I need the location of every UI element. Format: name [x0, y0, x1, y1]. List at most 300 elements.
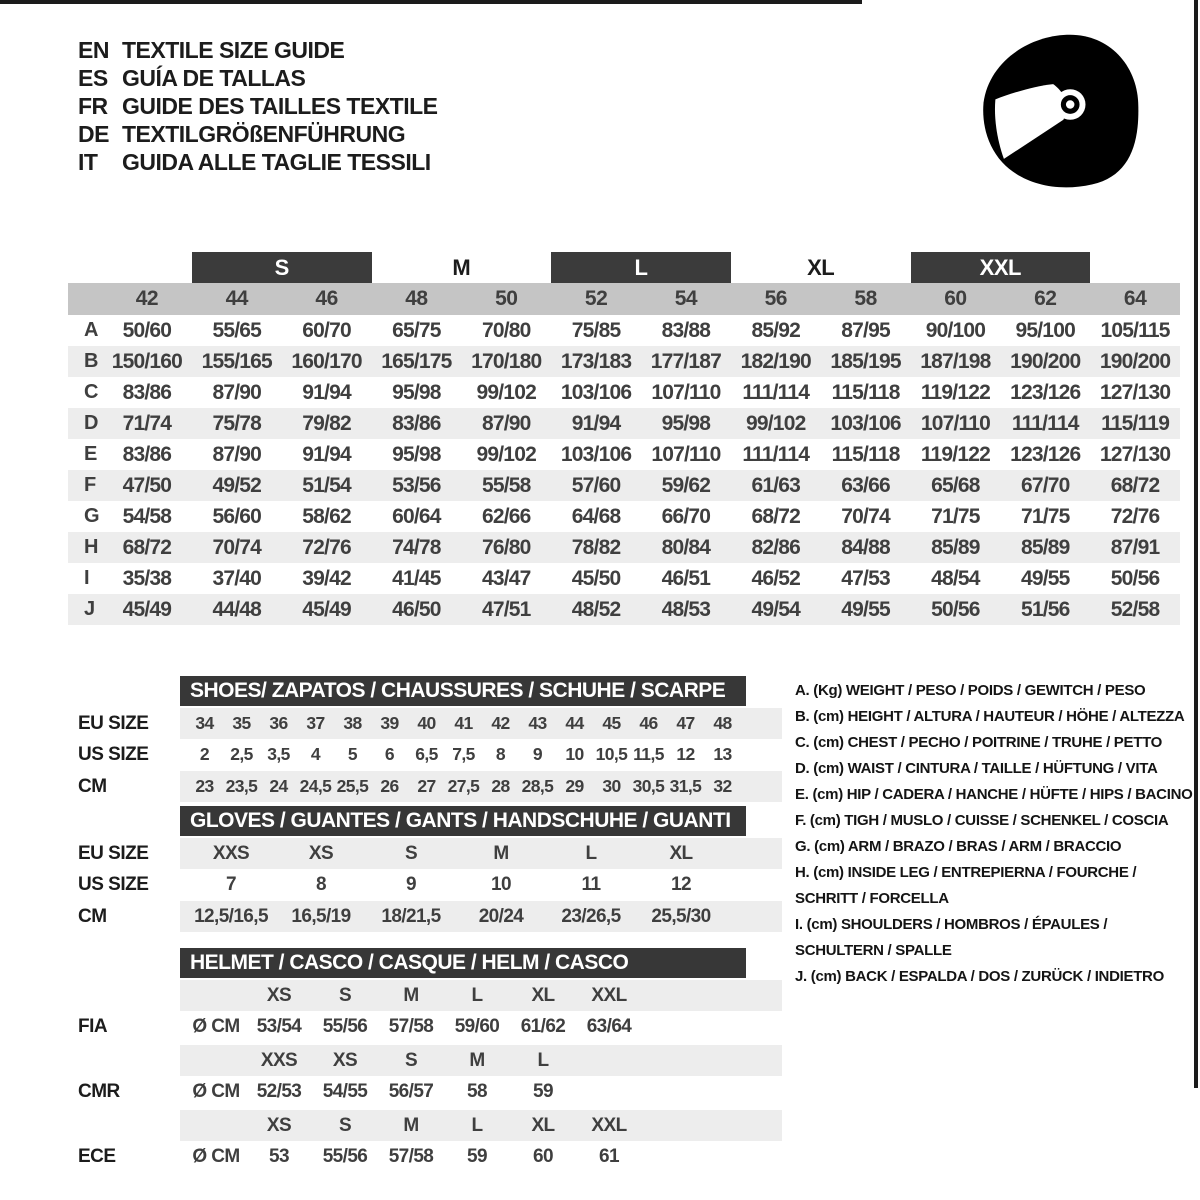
measure-value: 49/55 [1020, 566, 1070, 590]
measure-value: 64/68 [571, 504, 621, 528]
measure-value: 187/198 [920, 349, 991, 373]
measure-value: 54/58 [122, 504, 172, 528]
helmet-size-value: 52/53 [256, 1080, 302, 1102]
row-label: US SIZE [78, 873, 149, 895]
helmet-size-label: XXL [591, 984, 627, 1006]
size-number: 62 [1034, 287, 1057, 310]
measure-value: 103/106 [830, 411, 901, 435]
gloves-section [68, 806, 782, 934]
measure-value: 95/100 [1015, 318, 1075, 342]
helmet-size-label: L [471, 984, 483, 1006]
size-group-l: L [551, 252, 731, 283]
measure-value: 115/119 [1101, 411, 1170, 435]
helmet-value-band [180, 1011, 782, 1042]
helmet-value-row-cmr [68, 1076, 782, 1107]
gloves-size-value: 8 [316, 873, 326, 895]
measure-value: 127/130 [1099, 380, 1171, 404]
measure-value: 150/160 [111, 349, 183, 373]
measure-letter: E [84, 443, 98, 465]
measure-value: 75/85 [571, 318, 621, 342]
measure-value: 71/75 [1020, 504, 1070, 528]
measure-value: 190/200 [1099, 349, 1171, 373]
measure-value: 111/114 [742, 380, 810, 404]
measure-value: 51/56 [1020, 597, 1070, 621]
measure-value: 182/190 [740, 349, 811, 373]
measure-value: 107/110 [651, 380, 721, 404]
size-group-xxl: XXL [911, 252, 1091, 283]
shoes-size-value: 29 [565, 776, 584, 796]
row-label: EU SIZE [78, 712, 149, 734]
shoes-size-value: 30 [602, 776, 621, 796]
measure-value: 87/90 [212, 442, 262, 466]
measure-value: 79/82 [302, 411, 351, 435]
language-code: DE [78, 121, 109, 147]
measure-value: 103/106 [560, 380, 632, 404]
measure-value: 85/92 [751, 318, 801, 342]
helmet-size-value: 60 [533, 1145, 553, 1167]
size-number: 60 [944, 287, 967, 310]
language-title: GUIDE DES TAILLES TEXTILE [122, 93, 438, 119]
measure-value: 76/80 [481, 535, 531, 559]
size-number: 56 [764, 287, 787, 310]
shoes-size-value: 24,5 [299, 776, 332, 796]
helmet-size-label: XXL [591, 1114, 627, 1136]
gloves-size-value: 7 [226, 873, 236, 895]
shoes-size-value: 6 [384, 744, 395, 764]
measure-value: 165/175 [381, 349, 452, 373]
size-number: 46 [315, 287, 338, 310]
helmet-value-band [180, 1141, 782, 1172]
measure-value: 83/86 [122, 442, 172, 466]
measure-value: 52/58 [1110, 597, 1160, 621]
helmet-size-label: XS [266, 1114, 292, 1136]
gloves-size-value: M [493, 842, 509, 864]
measure-value: 177/187 [650, 349, 722, 373]
measure-value: 105/115 [1100, 318, 1170, 342]
measure-letter: A [84, 319, 99, 341]
shoes-size-value: 5 [347, 744, 358, 764]
size-number: 42 [135, 287, 159, 310]
shoes-title: SHOES/ ZAPATOS / CHAUSSURES / SCHUHE / SCARPE [180, 676, 746, 706]
measure-value: 45/49 [122, 597, 172, 621]
gloves-size-value: 16,5/19 [291, 905, 351, 927]
measure-value: 173/183 [560, 349, 632, 373]
size-number: 58 [854, 287, 877, 310]
size-number: 50 [495, 287, 518, 310]
measure-letter: G [84, 505, 100, 527]
gloves-size-value: 23/26,5 [561, 905, 621, 927]
gloves-size-value: XL [669, 842, 693, 864]
shoes-size-value: 10 [565, 744, 584, 764]
standard-label: CMR [78, 1080, 120, 1102]
shoes-size-value: 27,5 [447, 776, 480, 796]
size-group-xl: XL [807, 254, 835, 280]
measure-value: 91/94 [302, 442, 351, 466]
shoes-size-value: 2 [199, 744, 210, 764]
helmet-size-label: M [469, 1049, 485, 1071]
measure-value: 155/165 [201, 349, 272, 373]
measure-value: 115/118 [831, 442, 900, 466]
helmet-size-label: L [537, 1049, 549, 1071]
shoes-size-value: 28 [491, 776, 510, 796]
measure-value: 65/75 [392, 318, 441, 342]
size-number: 52 [584, 287, 608, 310]
shoes-size-value: 6,5 [415, 744, 438, 764]
size-number: 44 [225, 287, 248, 310]
helmet-size-label: XL [531, 1114, 555, 1136]
size-group-row [68, 252, 1180, 283]
measure-value: 85/89 [1020, 535, 1070, 559]
measure-value: 99/102 [476, 380, 536, 404]
measure-value: 56/60 [212, 504, 262, 528]
shoes-size-value: 13 [713, 744, 732, 764]
measure-value: 60/70 [302, 318, 351, 342]
shoes-row-cm [68, 771, 782, 802]
shoes-size-value: 30,5 [632, 776, 665, 796]
language-title: TEXTILGRÖßENFÜHRUNG [122, 121, 406, 147]
measure-value: 50/56 [1110, 566, 1160, 590]
shoes-value-band [180, 739, 782, 770]
helmet-size-value: 55/56 [322, 1015, 368, 1037]
helmet-size-value: 57/58 [388, 1015, 434, 1037]
measure-value: 115/118 [831, 380, 900, 404]
language-row-fr [78, 92, 438, 120]
shoes-size-value: 45 [602, 713, 621, 733]
measure-value: 48/54 [931, 566, 980, 590]
helmet-size-label: L [471, 1114, 483, 1136]
standard-label: FIA [78, 1015, 108, 1037]
measure-value: 44/48 [212, 597, 262, 621]
measure-value: 68/72 [751, 504, 801, 528]
shoes-size-value: 36 [269, 713, 288, 733]
measure-row-h [68, 532, 1180, 563]
measure-letter: C [84, 381, 99, 403]
language-row-es [78, 64, 438, 92]
measure-value: 46/51 [661, 566, 711, 590]
measure-value: 87/95 [841, 318, 890, 342]
gloves-size-value: 10 [491, 873, 511, 895]
measure-value: 45/49 [302, 597, 351, 621]
measure-value: 71/75 [931, 504, 980, 528]
measure-value: 78/82 [571, 535, 621, 559]
language-row-en [78, 36, 438, 64]
measure-value: 57/60 [571, 473, 621, 497]
gloves-size-value: 9 [406, 873, 416, 895]
measure-value: 85/89 [931, 535, 980, 559]
measure-row-a [68, 315, 1180, 346]
apparel-size-table [68, 252, 1180, 625]
helmet-size-value: 63/64 [586, 1015, 632, 1037]
gloves-size-value: S [404, 842, 418, 864]
legend-item-c: C. (cm) CHEST / PECHO / POITRINE / TRUHE / PETTO [795, 734, 1163, 751]
measure-value: 95/98 [392, 380, 441, 404]
measure-value: 83/86 [122, 380, 172, 404]
row-label: CM [78, 775, 107, 797]
shoes-size-value: 46 [639, 713, 658, 733]
shoes-size-value: 41 [454, 713, 473, 733]
measure-value: 95/98 [661, 411, 711, 435]
measure-row-g [68, 501, 1180, 532]
helmet-size-row-ece [68, 1110, 782, 1141]
size-number: 64 [1123, 287, 1147, 310]
measure-value: 48/52 [571, 597, 621, 621]
helmet-size-value: 59/60 [454, 1015, 500, 1037]
size-number: 54 [674, 287, 698, 310]
shoes-size-value: 23,5 [225, 776, 258, 796]
helmet-size-value: 54/55 [322, 1080, 368, 1102]
shoes-size-value: 25,5 [336, 776, 369, 796]
measure-value: 50/56 [931, 597, 980, 621]
shoes-value-band [180, 708, 782, 739]
measure-value: 87/90 [481, 411, 531, 435]
measure-value: 66/70 [661, 504, 711, 528]
legend-item-h: H. (cm) INSIDE LEG / ENTREPIERNA / FOURCHE / SCHRITT / FORCELLA [795, 864, 1137, 907]
row-label: US SIZE [78, 743, 149, 765]
measure-value: 59/62 [661, 473, 711, 497]
shoes-size-value: 37 [306, 713, 325, 733]
measure-value: 50/60 [122, 318, 172, 342]
shoes-size-value: 42 [491, 713, 510, 733]
shoes-row-us-size [68, 739, 782, 770]
language-title: GUIDA ALLE TAGLIE TESSILI [122, 149, 431, 175]
helmet-section [68, 948, 782, 1174]
measure-letter: I [84, 567, 90, 589]
measure-letter: B [84, 350, 99, 372]
language-code: IT [78, 149, 98, 175]
shoes-size-value: 28,5 [521, 776, 554, 796]
size-number-row [68, 283, 1180, 315]
measure-value: 62/66 [481, 504, 531, 528]
shoes-size-value: 7,5 [452, 744, 475, 764]
gloves-value-band [180, 838, 782, 869]
gloves-size-value: 18/21,5 [381, 905, 441, 927]
legend-item-g: G. (cm) ARM / BRAZO / BRAS / ARM / BRACCIO [795, 838, 1122, 855]
measure-row-d [68, 408, 1180, 439]
helmet-size-value: 59 [467, 1145, 487, 1167]
language-code: FR [78, 93, 108, 119]
shoes-size-value: 4 [310, 744, 321, 764]
size-group-s: S [192, 252, 372, 283]
shoes-size-value: 38 [343, 713, 362, 733]
gloves-size-value: L [585, 842, 597, 864]
shoes-size-value: 48 [713, 713, 732, 733]
helmet-value-row-ece [68, 1141, 782, 1172]
helmet-title: HELMET / CASCO / CASQUE / HELM / CASCO [180, 948, 746, 978]
measure-value: 47/53 [841, 566, 890, 590]
gloves-size-value: 25,5/30 [651, 905, 711, 927]
size-number: 48 [405, 287, 428, 310]
measure-row-c [68, 377, 1180, 408]
helmet-icon [975, 28, 1145, 198]
measure-value: 99/102 [476, 442, 536, 466]
measure-value: 61/63 [751, 473, 801, 497]
gloves-row-cm [68, 901, 782, 932]
measure-letter: F [84, 474, 97, 496]
measure-value: 43/47 [481, 566, 531, 590]
helmet-size-row-cmr [68, 1045, 782, 1076]
diameter-unit: Ø CM [192, 1080, 240, 1102]
measure-letter: J [84, 598, 96, 620]
measure-value: 82/86 [751, 535, 801, 559]
measure-value: 55/65 [212, 318, 262, 342]
language-row-de [78, 120, 438, 148]
measure-row-i [68, 563, 1180, 594]
shoes-size-value: 40 [417, 713, 436, 733]
gloves-size-value: 11 [581, 873, 601, 895]
gloves-size-value: 12,5/16,5 [194, 905, 268, 927]
shoes-size-value: 23 [195, 776, 214, 796]
shoes-size-value: 35 [232, 713, 251, 733]
measure-value: 74/78 [392, 535, 441, 559]
measure-value: 83/88 [661, 318, 711, 342]
measure-value: 70/80 [481, 318, 531, 342]
measure-value: 75/78 [212, 411, 262, 435]
measure-value: 91/94 [571, 411, 621, 435]
shoes-size-value: 24 [269, 776, 288, 796]
measurement-legend [795, 678, 1195, 990]
measure-value: 49/55 [841, 597, 890, 621]
measure-value: 46/50 [392, 597, 441, 621]
helmet-size-label: S [338, 1114, 352, 1136]
helmet-size-label: XXS [260, 1049, 298, 1071]
helmet-size-value: 58 [467, 1080, 487, 1102]
measure-value: 123/126 [1010, 442, 1081, 466]
helmet-size-label: XL [531, 984, 555, 1006]
row-label: EU SIZE [78, 842, 149, 864]
measure-value: 71/74 [122, 411, 172, 435]
measure-value: 83/86 [392, 411, 441, 435]
language-title: TEXTILE SIZE GUIDE [122, 37, 345, 63]
helmet-size-value: 53 [269, 1145, 289, 1167]
size-group-m: M [452, 254, 471, 280]
measure-letter: D [84, 412, 99, 434]
language-code: EN [78, 37, 109, 63]
measure-value: 48/53 [661, 597, 711, 621]
shoes-size-value: 12 [676, 744, 695, 764]
language-code: ES [78, 65, 108, 91]
helmet-size-label: XS [332, 1049, 358, 1071]
legend-item-j: J. (cm) BACK / ESPALDA / DOS / ZURÜCK / INDIETRO [795, 968, 1164, 985]
measure-value: 39/42 [302, 566, 351, 590]
measure-row-f [68, 470, 1180, 501]
measure-letter: H [84, 536, 99, 558]
measure-value: 103/106 [560, 442, 632, 466]
measure-value: 63/66 [841, 473, 890, 497]
shoes-size-value: 32 [713, 776, 732, 796]
measure-value: 35/38 [122, 566, 172, 590]
gloves-value-band [180, 901, 782, 932]
helmet-size-label: S [338, 984, 352, 1006]
helmet-size-value: 59 [533, 1080, 553, 1102]
measure-value: 70/74 [841, 504, 890, 528]
shoes-size-value: 44 [565, 713, 584, 733]
helmet-size-label: M [403, 984, 419, 1006]
measure-value: 160/170 [291, 349, 362, 373]
measure-value: 185/195 [830, 349, 901, 373]
helmet-value-row-fia [68, 1011, 782, 1042]
measure-value: 37/40 [212, 566, 262, 590]
helmet-size-value: 53/54 [256, 1015, 302, 1037]
measure-value: 68/72 [1110, 473, 1160, 497]
row-label: CM [78, 905, 107, 927]
measure-value: 47/51 [481, 597, 531, 621]
measure-value: 46/52 [751, 566, 801, 590]
gloves-value-band [180, 869, 782, 900]
measure-value: 58/62 [302, 504, 351, 528]
measure-value: 51/54 [302, 473, 351, 497]
helmet-size-value: 61 [599, 1145, 619, 1167]
legend-item-d: D. (cm) WAIST / CINTURA / TAILLE / HÜFTUNG / VITA [795, 760, 1158, 777]
measure-value: 119/122 [920, 442, 990, 466]
helmet-size-band [180, 980, 782, 1011]
measure-value: 127/130 [1099, 442, 1171, 466]
helmet-size-label: S [404, 1049, 418, 1071]
shoes-value-band [180, 771, 782, 802]
helmet-value-band [180, 1076, 782, 1107]
measure-value: 111/114 [742, 442, 810, 466]
measure-value: 45/50 [571, 566, 621, 590]
shoes-size-value: 9 [532, 744, 543, 764]
language-row-it [78, 148, 438, 176]
shoes-size-value: 34 [195, 713, 214, 733]
shoes-size-value: 43 [528, 713, 547, 733]
helmet-size-value: 56/57 [388, 1080, 434, 1102]
gloves-title: GLOVES / GUANTES / GANTS / HANDSCHUHE / GUANTI [180, 806, 746, 836]
shoes-size-value: 26 [380, 776, 399, 796]
measure-value: 119/122 [920, 380, 990, 404]
legend-item-e: E. (cm) HIP / CADERA / HANCHE / HÜFTE / HIPS / BACINO [795, 786, 1193, 803]
measure-value: 107/110 [651, 442, 721, 466]
language-title-list [78, 36, 438, 176]
measure-value: 70/74 [212, 535, 262, 559]
measure-value: 80/84 [661, 535, 711, 559]
measure-value: 90/100 [925, 318, 986, 342]
helmet-size-value: 61/62 [520, 1015, 566, 1037]
measure-row-j [68, 594, 1180, 625]
measure-value: 47/50 [122, 473, 172, 497]
measure-value: 84/88 [841, 535, 890, 559]
measure-value: 49/52 [212, 473, 262, 497]
legend-item-f: F. (cm) TIGH / MUSLO / CUISSE / SCHENKEL / COSCIA [795, 812, 1169, 829]
shoes-size-value: 2,5 [230, 744, 253, 764]
gloves-size-value: XXS [212, 842, 250, 864]
measure-value: 190/200 [1010, 349, 1081, 373]
measure-value: 68/72 [122, 535, 172, 559]
measure-value: 170/180 [471, 349, 542, 373]
shoes-size-value: 39 [380, 713, 399, 733]
gloves-row-us-size [68, 869, 782, 900]
shoes-size-value: 8 [495, 744, 506, 764]
measure-value: 123/126 [1010, 380, 1081, 404]
top-border-line [0, 0, 862, 4]
measure-value: 107/110 [920, 411, 990, 435]
shoes-size-value: 10,5 [595, 744, 628, 764]
helmet-size-band [180, 1110, 782, 1141]
measure-value: 91/94 [302, 380, 351, 404]
measure-row-e [68, 439, 1180, 470]
shoes-section [68, 676, 782, 804]
measure-value: 99/102 [746, 411, 806, 435]
shoes-row-eu-size [68, 708, 782, 739]
diameter-unit: Ø CM [192, 1145, 240, 1167]
measure-value: 87/91 [1110, 535, 1160, 559]
legend-item-b: B. (cm) HEIGHT / ALTURA / HAUTEUR / HÖHE / ALTEZZA [795, 708, 1185, 725]
measure-value: 72/76 [302, 535, 351, 559]
measure-value: 87/90 [212, 380, 262, 404]
measure-value: 41/45 [392, 566, 441, 590]
gloves-row-eu-size [68, 838, 782, 869]
helmet-size-label: M [403, 1114, 419, 1136]
